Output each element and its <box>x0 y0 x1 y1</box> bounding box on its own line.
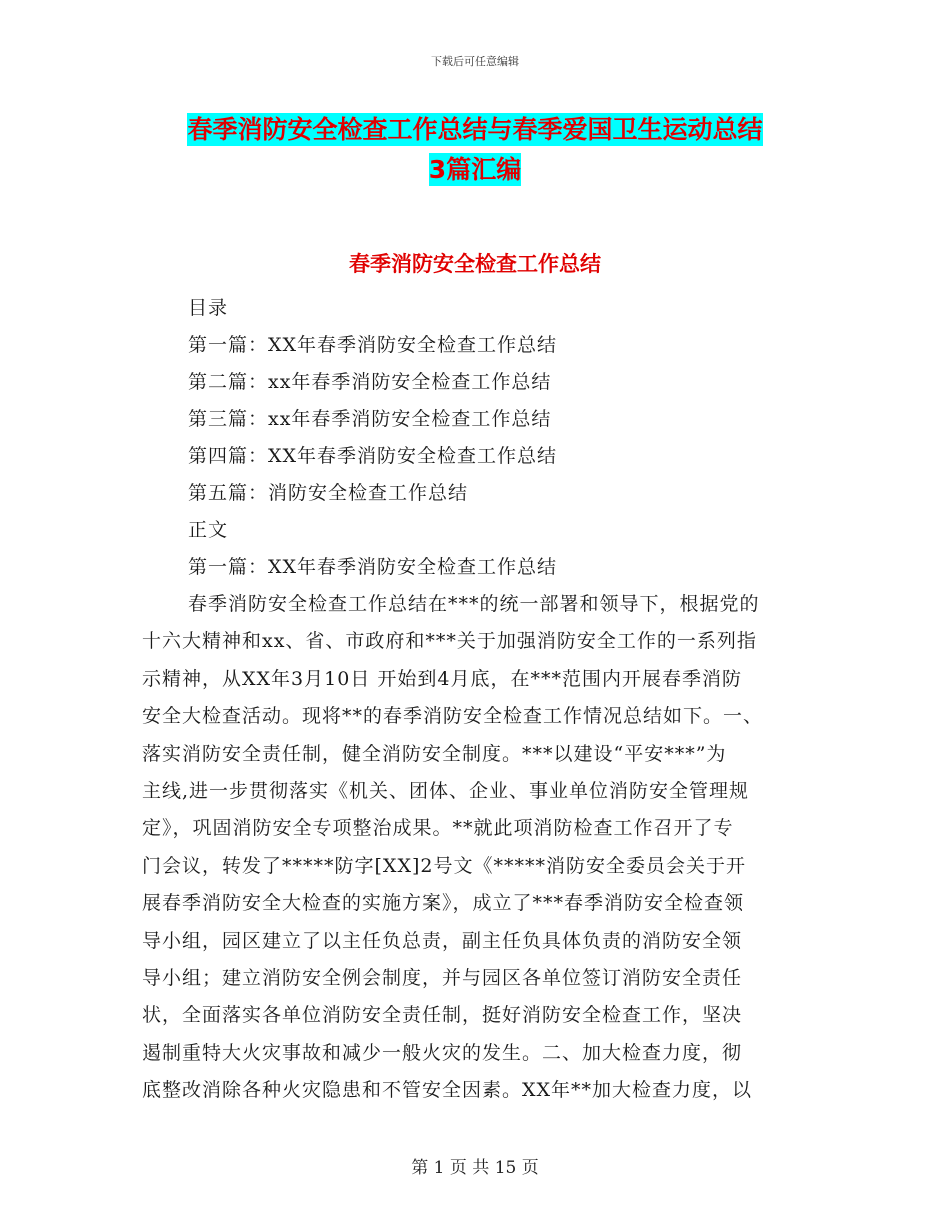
body-line: 十六大精神和xx、省、市政府和***关于加强消防安全工作的一系列指 <box>142 630 757 653</box>
body-line: 底整改消除各种火灾隐患和不管安全因素。XX年**加大检查力度，以 <box>142 1079 753 1102</box>
main-title-line-2: 3篇汇编 <box>428 155 522 184</box>
body-line: 安全大检查活动。现将**的春季消防安全检查工作情况总结如下。一、 <box>142 705 764 728</box>
table-of-contents <box>188 290 828 586</box>
body-paragraph <box>142 586 810 1110</box>
body-line: 示精神，从XX年3月10日 开始到4月底，在***范围内开展春季消防 <box>142 667 742 690</box>
body-line: 落实消防安全责任制，健全消防安全制度。***以建设“平安***”为 <box>142 742 727 765</box>
body-line: 定》，巩固消防安全专项整治成果。**就此项消防检查工作召开了专 <box>142 817 734 840</box>
toc-item: 第二篇：xx年春季消防安全检查工作总结 <box>188 371 552 393</box>
body-line: 门会议，转发了*****防字[XX]2号文《*****消防安全委员会关于开 <box>142 854 746 877</box>
toc-item: 第一篇：XX年春季消防安全检查工作总结 <box>188 334 558 356</box>
first-section-heading: 第一篇：XX年春季消防安全检查工作总结 <box>188 556 558 578</box>
body-line: 状，全面落实各单位消防安全责任制，挺好消防安全检查工作，坚决 <box>142 1004 743 1027</box>
toc-heading: 目录 <box>188 297 229 319</box>
body-line: 遏制重特大火灾事故和减少一般火灾的发生。二、加大检查力度，彻 <box>142 1041 743 1064</box>
page-footer: 第 1 页 共 15 页 <box>411 1158 539 1178</box>
section-title: 春季消防安全检查工作总结 <box>349 252 601 276</box>
body-line: 主线,进一步贯彻落实《机关、团体、企业、事业单位消防安全管理规 <box>142 780 750 803</box>
body-line: 导小组，园区建立了以主任负总责，副主任负具体负责的消防安全领 <box>142 929 743 952</box>
body-line: 导小组；建立消防安全例会制度，并与园区各单位签订消防安全责任 <box>142 967 743 990</box>
main-title <box>0 110 950 190</box>
header-note: 下载后可任意编辑 <box>431 55 519 68</box>
toc-item: 第四篇：XX年春季消防安全检查工作总结 <box>188 445 558 467</box>
body-label: 正文 <box>188 519 229 541</box>
body-line: 展春季消防安全大检查的实施方案》，成立了***春季消防安全检查领 <box>142 892 745 915</box>
toc-item: 第五篇：消防安全检查工作总结 <box>188 482 469 504</box>
toc-item: 第三篇：xx年春季消防安全检查工作总结 <box>188 408 552 430</box>
body-line: 春季消防安全检查工作总结在***的统一部署和领导下，根据党的 <box>188 593 760 615</box>
main-title-line-1: 春季消防安全检查工作总结与春季爱国卫生运动总结 <box>187 115 763 144</box>
